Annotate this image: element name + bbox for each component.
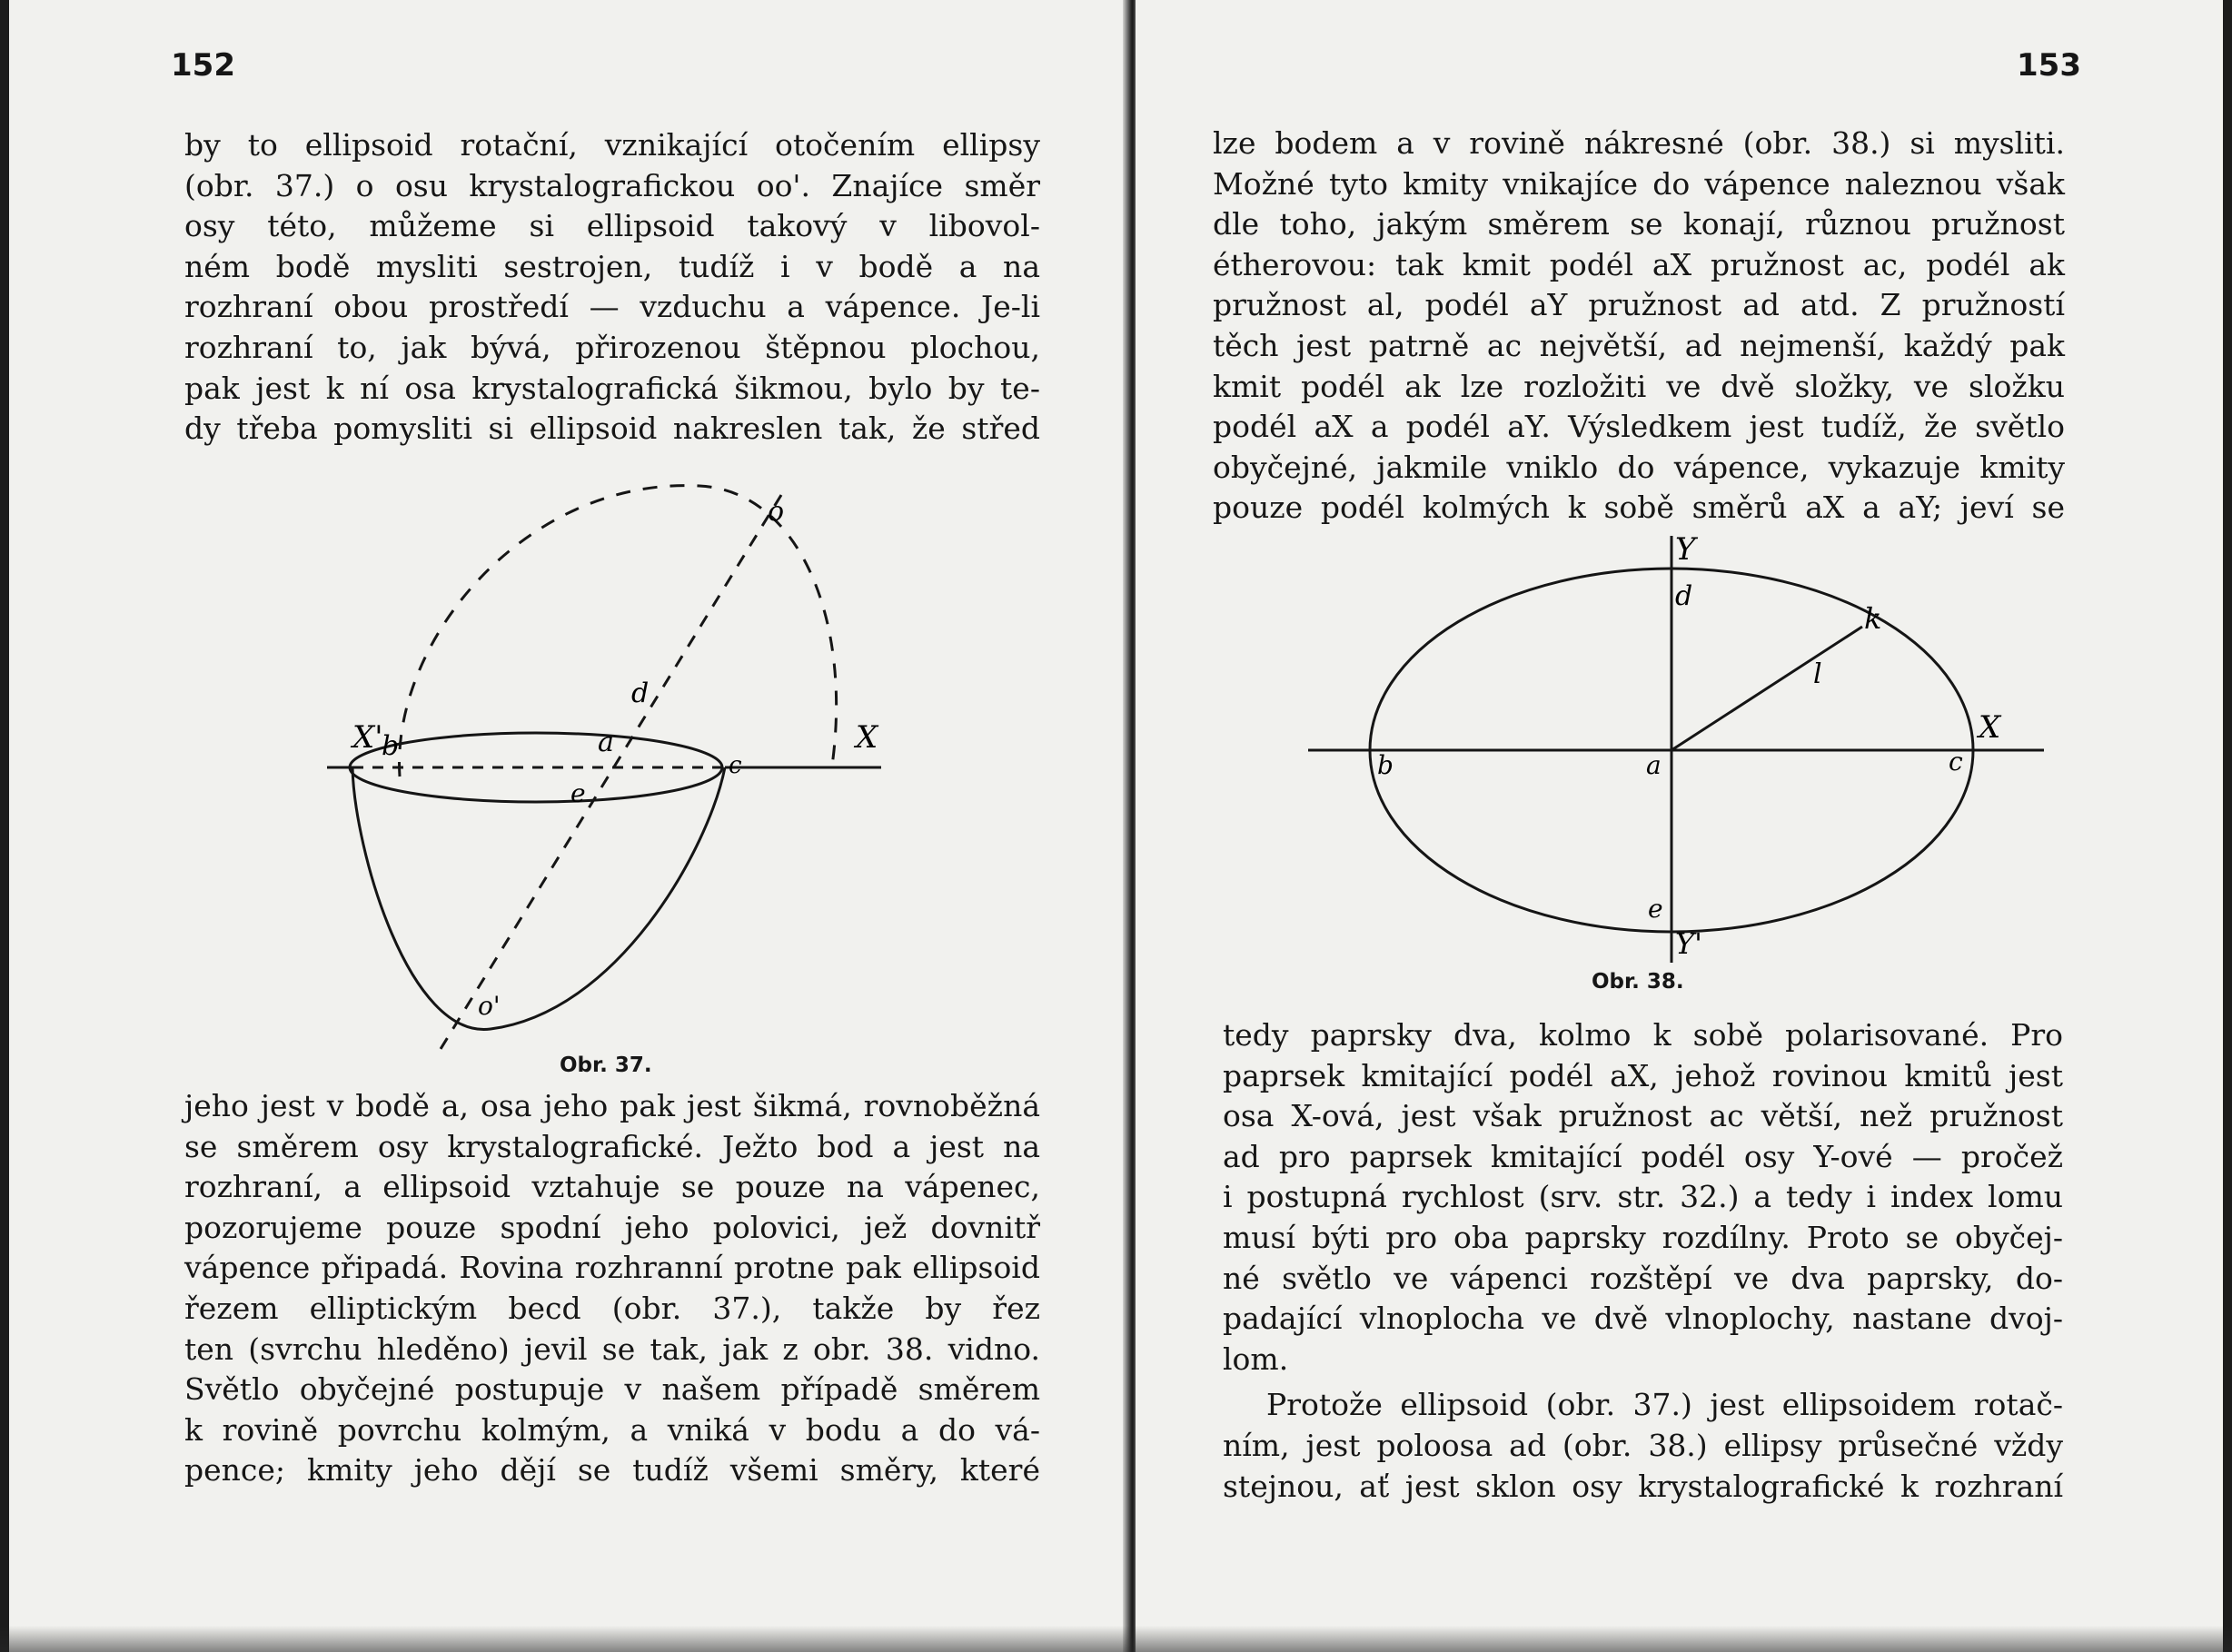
text-line: těch jest patrně ac největší, ad nejmenší, každý pak [1213,327,2065,363]
figure-caption: Obr. 38. [1592,970,1684,994]
text-line: dy třeba pomysliti si ellipsoid nakreslen tak, že střed [184,411,1040,447]
text-line: Protože ellipsoid (obr. 37.) jest ellipsoidem rotač- [1266,1387,2063,1423]
text-line: Světlo obyčejné postupuje v našem případě směrem [184,1371,1040,1408]
label-y-prime: Y' [1675,926,1702,961]
text-line: ním, jest poloosa ad (obr. 38.) ellipsy průsečné vždy [1223,1427,2063,1463]
page-number: 153 [2017,47,2081,84]
text-line: pouze podél kolmých k sobě směrů aX a aY; jeví se [1213,490,2065,526]
label-x: X [856,719,878,756]
text-line: lom. [1223,1340,1289,1377]
text-line: dle toho, jakým směrem se konají, různou pružnost [1213,206,2065,242]
text-line: rozhraní, a ellipsoid vztahuje se pouze na vápenec, [184,1169,1040,1205]
text-line: rozhraní to, jak bývá, přirozenou štěpnou plochou, [184,329,1040,365]
label-c: c [729,752,742,779]
text-line: Možné tyto kmity vnikajíce do vápence naleznou však [1213,165,2065,202]
label-o-prime: o' [478,991,501,1021]
left-text-bottom [184,1086,1040,1491]
label-b: b [382,730,400,762]
text-line: se směrem osy krystalografické. Ježto bod a jest na [184,1128,1040,1164]
text-line: podél aX a podél aY. Výsledkem jest tudíž, že světlo [1213,409,2065,445]
text-line: řezem elliptickým becd (obr. 37.), takže by řez [184,1290,1040,1326]
label-d: d [1675,580,1693,612]
label-d: d [631,678,650,709]
text-line: jeho jest v bodě a, osa jeho pak jest šikmá, rovnoběžná [184,1088,1040,1123]
text-line: musí býti pro oba paprsky rozdílny. Proto se obyčej- [1223,1219,2063,1255]
text-line: pružnost al, podél aY pružnost ad atd. Z pružností [1213,287,2065,323]
label-e: e [570,778,586,808]
text-line: i postupná rychlost (srv. str. 32.) a tedy i index lomu [1223,1179,2063,1215]
text-line: (obr. 37.) o osu krystalografickou oo'. Znajíce směr [184,167,1040,203]
text-line: rozhraní obou prostředí — vzduchu a vápence. Je-li [184,289,1040,325]
label-x: X [1979,709,2001,746]
text-line: lze bodem a v rovině nákresné (obr. 38.) si mysliti. [1213,125,2065,161]
text-line: pence; kmity jeho dějí se tudíž všemi směry, které [184,1452,1040,1489]
label-o: o [768,496,785,528]
label-k: k [1864,601,1882,636]
text-line: paprsek kmitající podél aX, jehož rovinou kmitů jest [1223,1057,2063,1093]
label-a: a [598,727,614,758]
text-line: ad pro paprsek kmitající podél osy Y-ové — pročež [1223,1138,2063,1174]
text-line: ném bodě mysliti sestrojen, tudíž i v bodě a na [184,248,1040,284]
figure-caption: Obr. 37. [560,1054,652,1077]
right-page [1136,0,2232,1652]
text-line: obyčejné, jakmile vniklo do vápence, vykazuje kmity [1213,449,2065,485]
label-y: Y [1675,531,1696,568]
text-line: ten (svrchu hleděno) jevil se tak, jak z obr. 38. vidno. [184,1331,1040,1367]
scan-shadow [0,1626,2232,1652]
text-line: né světlo ve vápenci rozštěpí ve dva paprsky, do- [1223,1260,2063,1296]
label-x-prime: X' [352,719,383,756]
label-b: b [1377,750,1394,780]
label-a: a [1646,750,1662,780]
figure-37 [327,459,908,1076]
text-line: osa X-ová, jest však pružnost ac větší, než pružnost [1223,1098,2063,1134]
label-l: l [1813,658,1822,690]
text-line: vápence připadá. Rovina rozhranní protne pak ellipsoid [184,1250,1040,1286]
text-line: by to ellipsoid rotační, vznikající otočením ellipsy [184,127,1040,163]
right-text-top [1213,124,2065,529]
text-line: osy této, můžeme si ellipsoid takový v libovol- [184,208,1040,244]
text-line: pak jest k ní osa krystalografická šikmou, bylo by te- [184,370,1040,406]
left-text-top [184,125,1040,450]
label-e: e [1648,894,1663,924]
text-line: stejnou, ať jest sklon osy krystalografické k rozhraní [1223,1468,2063,1504]
text-line: kmit podél ak lze rozložiti ve dvě složky, ve složku [1213,368,2065,404]
figure-38 [1299,527,2044,963]
page-number: 152 [171,47,235,84]
label-c: c [1949,747,1963,777]
text-line: padající vlnoplocha ve dvě vlnoplochy, nastane dvoj- [1223,1301,2063,1337]
text-line: pozorujeme pouze spodní jeho polovici, jež dovnitř [184,1209,1040,1245]
text-line: tedy paprsky dva, kolmo k sobě polarisované. Pro [1223,1017,2063,1053]
text-line: k rovině povrchu kolmým, a vniká v bodu a do vá- [184,1411,1040,1448]
text-line: étherovou: tak kmit podél aX pružnost ac, podél ak [1213,246,2065,282]
right-text-bottom [1223,1015,2063,1507]
